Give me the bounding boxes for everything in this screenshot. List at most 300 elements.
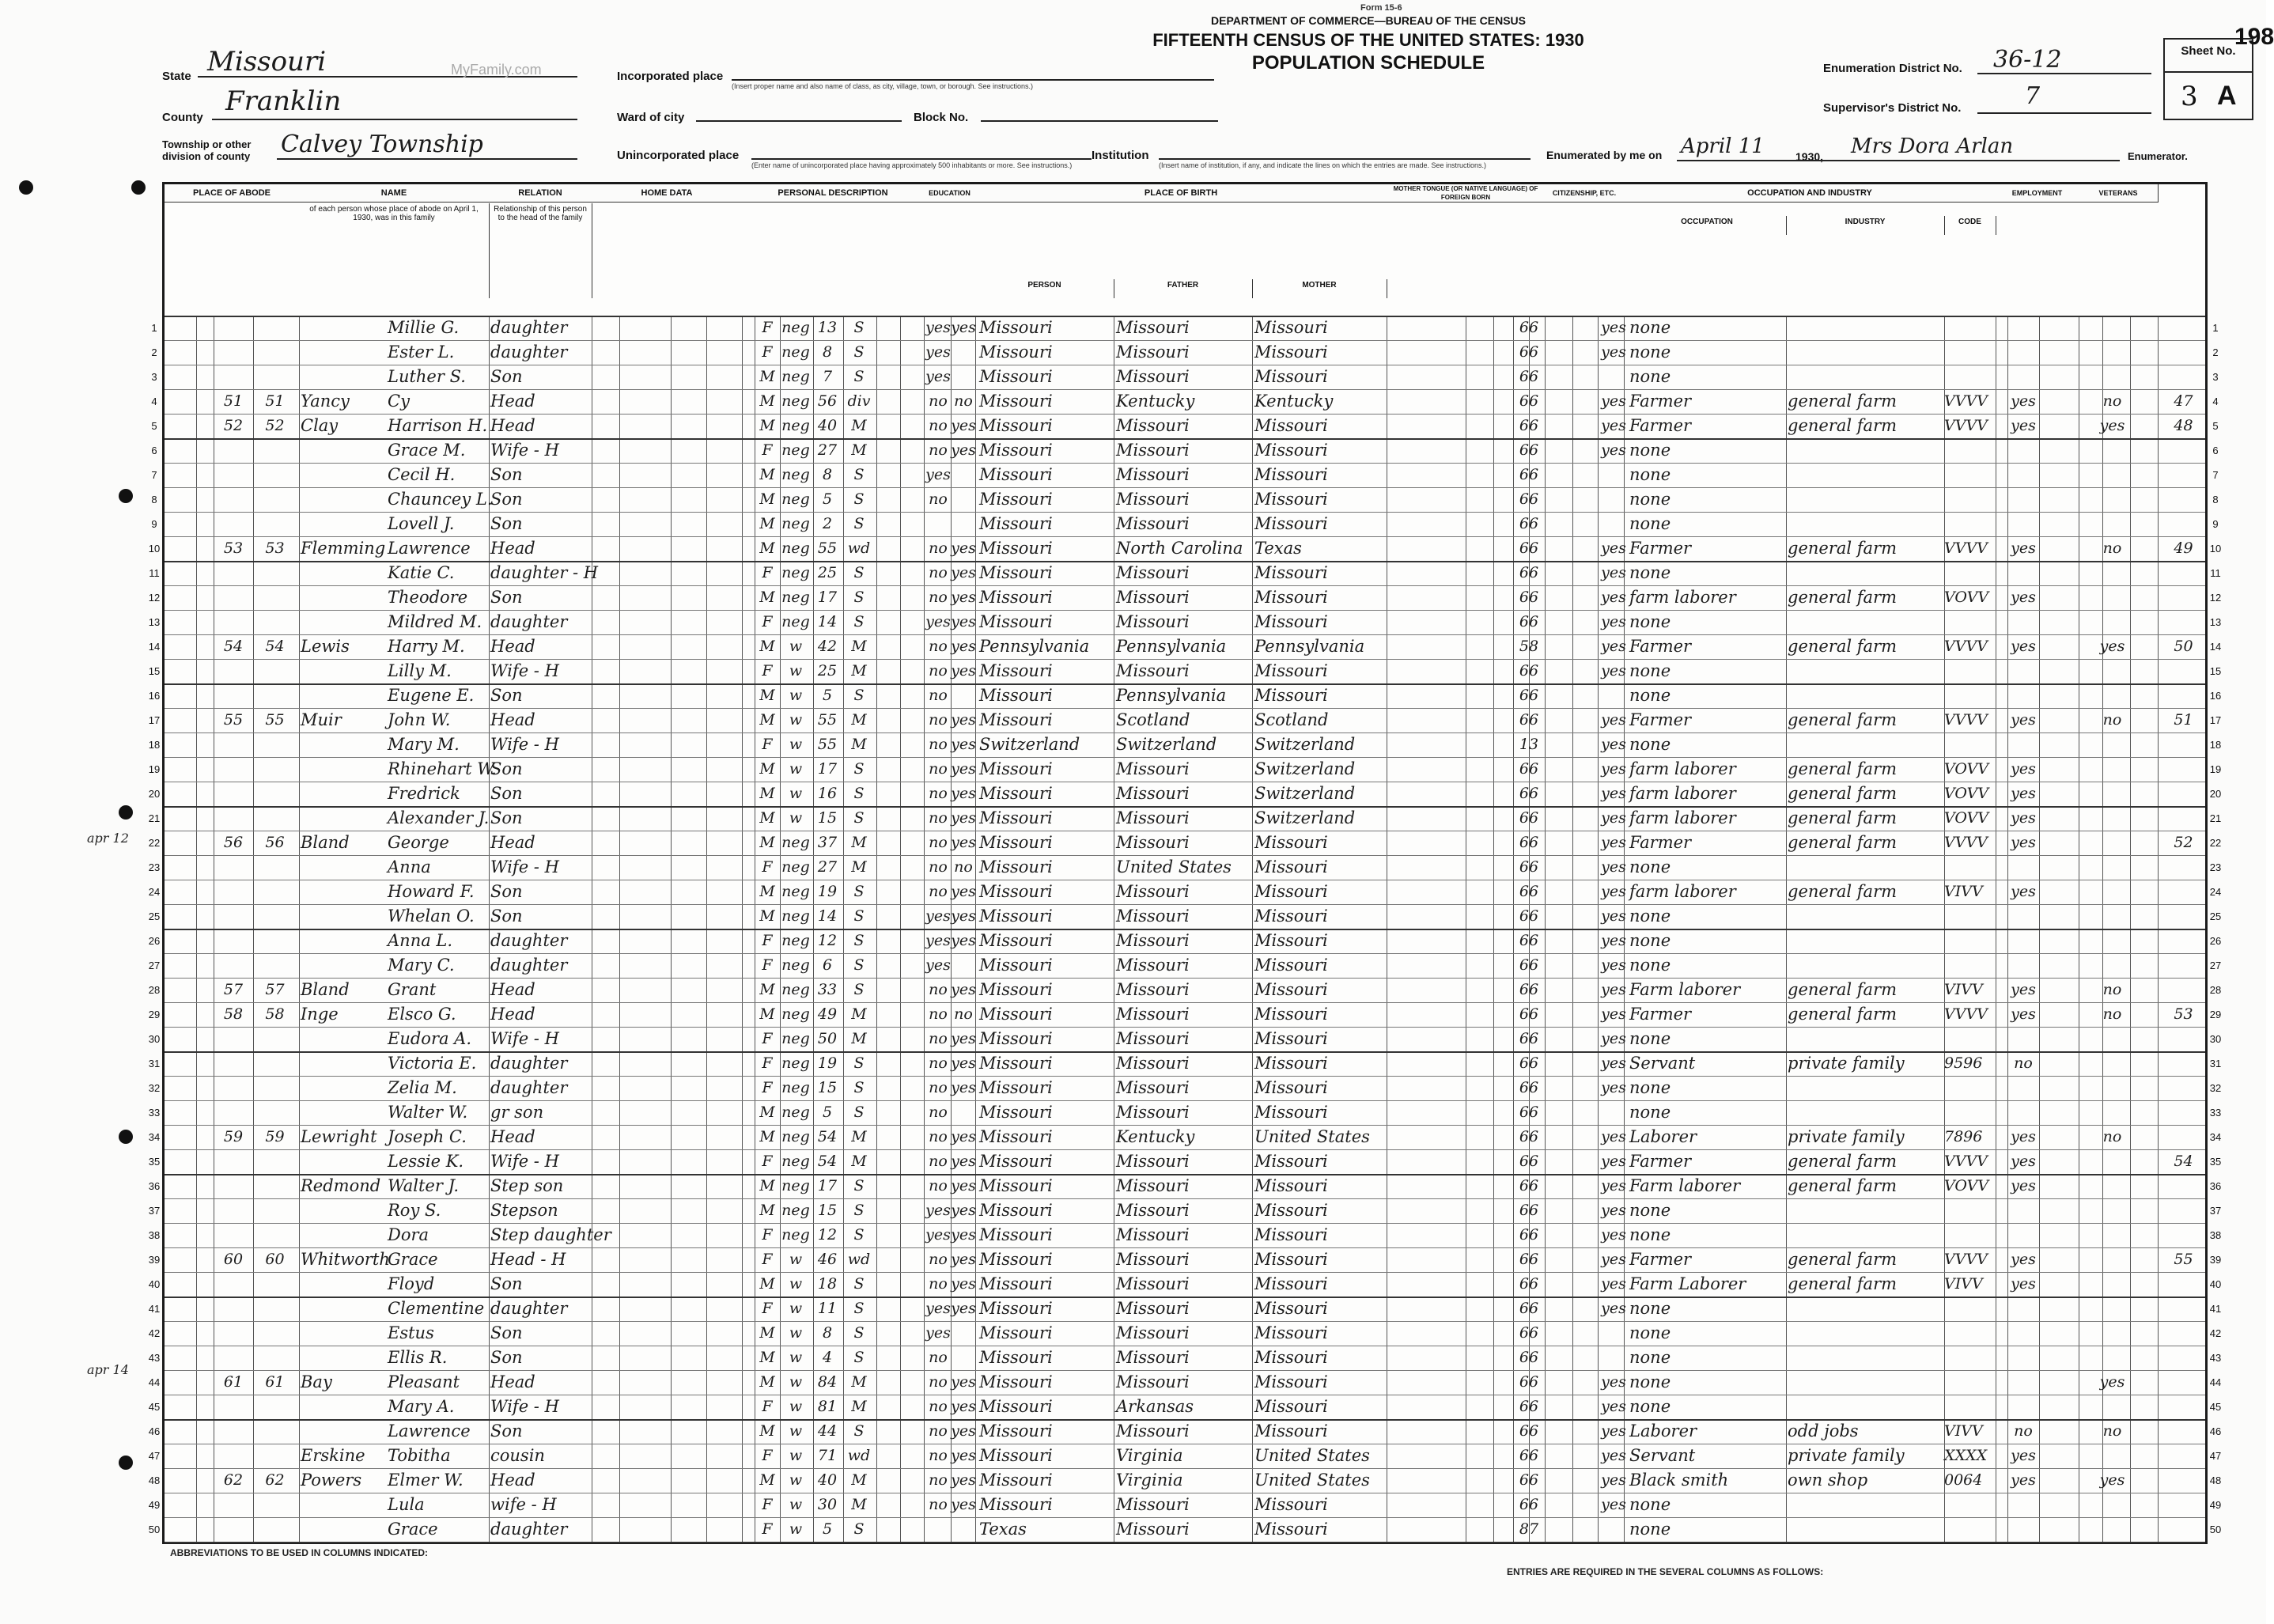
cell-race: w (789, 1251, 803, 1268)
cell-en: yes (1601, 638, 1626, 655)
table-row (165, 1247, 2205, 1272)
cell-ind: private family (1788, 1446, 1905, 1465)
cell-en: yes (1601, 1153, 1626, 1170)
enumerator-line (1677, 160, 2120, 161)
cell-mb: Missouri (1254, 1225, 1328, 1244)
cell-code: 66 (1519, 687, 1539, 704)
cell-rel: Head (490, 710, 535, 729)
cell-age: 5 (822, 1520, 833, 1538)
cell-en: yes (1601, 1005, 1626, 1023)
cell-occ: Farmer (1629, 1250, 1692, 1269)
cell-race: w (789, 1520, 803, 1538)
cell-code: 66 (1519, 956, 1539, 974)
cell-rel: Head (490, 416, 535, 435)
cell-fam: 62 (265, 1471, 285, 1489)
cell-mb: Missouri (1254, 490, 1328, 509)
cell-race: w (789, 736, 803, 753)
cell-code: 66 (1519, 1202, 1539, 1219)
margin-date: apr 14 (87, 1362, 129, 1377)
cell-occ: Black smith (1629, 1471, 1729, 1490)
cell-farm: 53 (2174, 1005, 2193, 1023)
cell-ind: general farm (1788, 808, 1898, 827)
cell-occ: Farmer (1629, 416, 1692, 435)
line-number-right: 21 (2209, 812, 2222, 824)
cell-vet: no (2102, 711, 2122, 729)
table-row (165, 659, 2205, 683)
cell-mar: S (853, 466, 865, 483)
cell-emp: yes (2011, 1251, 2036, 1268)
cell-code: 58 (1519, 638, 1539, 655)
table-row (165, 1027, 2205, 1051)
cell-pb: Missouri (979, 833, 1053, 852)
line-number-left: 42 (148, 1327, 161, 1339)
line-number-right: 24 (2209, 886, 2222, 898)
cell-rel: Head (490, 392, 535, 411)
line-number-left: 10 (148, 543, 161, 555)
line-number-right: 36 (2209, 1180, 2222, 1192)
table-row (165, 1395, 2205, 1419)
cell-fb: Missouri (1116, 833, 1190, 852)
cell-mar: S (853, 1324, 865, 1342)
cell-mar: S (853, 785, 865, 802)
cell-sex: F (762, 1398, 773, 1415)
cell-sch: no (929, 564, 948, 581)
cell-rel: daughter (490, 1520, 568, 1539)
cell-fb: Scotland (1116, 710, 1190, 729)
state-label: State (162, 70, 191, 83)
cell-code: 66 (1519, 785, 1539, 802)
cell-code: 66 (1519, 1373, 1539, 1391)
line-number-left: 13 (148, 616, 161, 628)
cell-pb: Missouri (979, 759, 1053, 778)
cell-race: neg (781, 883, 810, 900)
cell-race: neg (781, 343, 810, 361)
table-row (165, 512, 2205, 536)
cell-age: 5 (822, 490, 833, 508)
cell-code: 66 (1519, 711, 1539, 729)
cell-rel: Head (490, 637, 535, 656)
cell-race: neg (781, 907, 810, 925)
cell-occ: Farm Laborer (1629, 1274, 1746, 1293)
cell-given: Ellis R. (388, 1348, 448, 1367)
cell-sch: no (929, 1422, 948, 1440)
cell-age: 55 (817, 736, 838, 753)
cell-rd: yes (951, 834, 976, 851)
township-value: Calvey Township (281, 131, 483, 158)
cell-mb: Switzerland (1254, 735, 1356, 754)
line-number-right: 30 (2209, 1033, 2222, 1045)
cell-sex: F (762, 1153, 773, 1170)
cell-mar: M (851, 1496, 867, 1513)
cell-code: 13 (1519, 736, 1539, 753)
cell-fam: 59 (265, 1128, 285, 1145)
cell-sch: no (929, 858, 948, 876)
table-row (165, 953, 2205, 978)
person-col-head (975, 279, 1114, 298)
cell-occ: none (1629, 1397, 1671, 1416)
cell-dw: 58 (223, 1005, 244, 1023)
cell-ocode: 9596 (1944, 1054, 1983, 1072)
cell-race: w (789, 662, 803, 680)
cell-given: Floyd (388, 1274, 435, 1293)
cell-rd: yes (951, 981, 976, 998)
cell-emp: yes (2011, 1177, 2036, 1194)
cell-race: w (789, 638, 803, 655)
cell-rel: Son (490, 490, 523, 509)
cell-sch: yes (925, 932, 951, 949)
cell-mb: Missouri (1254, 1250, 1328, 1269)
cell-code: 66 (1519, 1300, 1539, 1317)
cell-vet: yes (2099, 638, 2125, 655)
cell-sex: M (759, 417, 775, 434)
cell-mb: Missouri (1254, 1054, 1328, 1073)
cell-rel: daughter (490, 931, 568, 950)
cell-fb: Missouri (1116, 1005, 1190, 1024)
line-number-left: 40 (148, 1278, 161, 1290)
cell-given: Anna L. (388, 931, 453, 950)
cell-sch: yes (925, 343, 951, 361)
cell-rd: yes (951, 1030, 976, 1047)
table-row (165, 1321, 2205, 1346)
cell-code: 66 (1519, 1054, 1539, 1072)
cell-rd: yes (951, 1177, 976, 1194)
cell-emp: no (2014, 1054, 2033, 1072)
cell-ind: general farm (1788, 710, 1898, 729)
cell-sex: F (762, 956, 773, 974)
line-number-left: 27 (148, 960, 161, 971)
table-row (165, 880, 2205, 904)
cell-mar: S (853, 368, 865, 385)
cell-mb: Switzerland (1254, 808, 1356, 827)
cell-occ: Farmer (1629, 833, 1692, 852)
cell-fb: Virginia (1116, 1471, 1183, 1490)
cell-sex: M (759, 809, 775, 827)
cell-fb: Pennsylvania (1116, 686, 1227, 705)
cell-mar: S (853, 956, 865, 974)
cell-fb: North Carolina (1116, 539, 1243, 558)
cell-fam: 57 (265, 981, 285, 998)
cell-occ: Farmer (1629, 710, 1692, 729)
cell-dw: 55 (223, 711, 244, 729)
table-row (165, 855, 2205, 880)
line-number-left: 5 (151, 420, 157, 432)
cell-fb: Missouri (1116, 1372, 1190, 1391)
cell-given: George (388, 833, 449, 852)
cell-given: Lawrence (388, 1421, 471, 1440)
cell-occ: none (1629, 931, 1671, 950)
line-number-left: 11 (149, 567, 160, 579)
cell-sex: M (759, 1177, 775, 1194)
cell-mar: M (851, 834, 867, 851)
cell-rel: Head (490, 1005, 535, 1024)
cell-occ: none (1629, 563, 1671, 582)
cell-race: neg (781, 613, 810, 630)
line-number-left: 23 (148, 861, 161, 873)
line-number-right: 27 (2209, 960, 2222, 971)
cell-sex: F (762, 858, 773, 876)
cell-fb: Missouri (1116, 612, 1190, 631)
cell-mar: S (853, 613, 865, 630)
cell-occ: farm laborer (1629, 759, 1736, 778)
cell-code: 66 (1519, 343, 1539, 361)
cell-race: neg (781, 1177, 810, 1194)
supervisor-value: 7 (2025, 82, 2041, 110)
cell-rel: daughter (490, 1078, 568, 1097)
cell-ind: general farm (1788, 416, 1898, 435)
cell-fb: Missouri (1116, 1421, 1190, 1440)
cell-mar: wd (847, 1251, 871, 1268)
cell-en: yes (1601, 858, 1626, 876)
table-row (165, 782, 2205, 806)
state-value: Missouri (207, 46, 327, 78)
cell-pb: Missouri (979, 539, 1053, 558)
cell-rd: yes (951, 1128, 976, 1145)
cell-en: yes (1601, 441, 1626, 459)
cell-rel: Head (490, 1471, 535, 1490)
supervisor-line (1977, 112, 2151, 114)
cell-mb: Missouri (1254, 931, 1328, 950)
cell-given: Joseph C. (388, 1127, 467, 1146)
line-number-left: 48 (148, 1474, 161, 1486)
line-number-right: 31 (2209, 1058, 2222, 1069)
line-number-left: 16 (148, 690, 161, 702)
cell-vet: yes (2099, 417, 2125, 434)
cell-occ: Farmer (1629, 1152, 1692, 1171)
table-row (165, 1468, 2205, 1493)
cell-en: yes (1601, 809, 1626, 827)
cell-sex: F (762, 736, 773, 753)
cell-en: yes (1601, 1251, 1626, 1268)
cell-vet: no (2102, 1422, 2122, 1440)
cell-rel: daughter (490, 1054, 568, 1073)
table-row (165, 683, 2205, 708)
cell-en: yes (1601, 1373, 1626, 1391)
cell-pb: Missouri (979, 857, 1053, 876)
census-table (162, 182, 2208, 1544)
line-number-left: 34 (148, 1131, 161, 1143)
cell-rel: Son (490, 808, 523, 827)
cell-sex: F (762, 932, 773, 949)
table-row (165, 365, 2205, 389)
cell-surname: Redmond (301, 1176, 381, 1195)
cell-emp: yes (2011, 785, 2036, 802)
cell-mb: Missouri (1254, 857, 1328, 876)
cell-mar: S (853, 981, 865, 998)
cell-race: neg (781, 956, 810, 974)
cell-sex: M (759, 907, 775, 925)
cell-code: 66 (1519, 539, 1539, 557)
ward-line (696, 120, 902, 122)
person-col-label: PERSON (1027, 281, 1061, 290)
enumerator-label: Enumerator. (2128, 150, 2188, 162)
cell-emp: yes (2011, 638, 2036, 655)
cell-occ: Laborer (1629, 1421, 1697, 1440)
cell-pb: Missouri (979, 318, 1053, 337)
cell-age: 81 (817, 1398, 838, 1415)
father-col-head (1114, 279, 1253, 298)
cell-en: yes (1601, 319, 1626, 336)
table-row (165, 1370, 2205, 1395)
cell-given: Mary C. (388, 956, 455, 975)
cell-mb: Missouri (1254, 318, 1328, 337)
cell-rd: yes (951, 1153, 976, 1170)
cell-sex: F (762, 564, 773, 581)
cell-rel: Wife - H (490, 1152, 559, 1171)
group-citizenship: CITIZENSHIP, ETC. (1545, 184, 1625, 203)
cell-ind: private family (1788, 1127, 1905, 1146)
line-number-left: 6 (151, 445, 157, 456)
cell-mar: M (851, 441, 867, 459)
line-number-left: 43 (148, 1352, 161, 1364)
cell-code: 66 (1519, 1177, 1539, 1194)
line-number-left: 20 (148, 788, 161, 800)
cell-en: yes (1601, 1226, 1626, 1244)
cell-ocode: VVVV (1944, 539, 1988, 557)
cell-mb: Missouri (1254, 1421, 1328, 1440)
cell-rel: Wife - H (490, 735, 559, 754)
cell-sch: yes (925, 319, 951, 336)
table-row (165, 561, 2205, 585)
group-personal: PERSONAL DESCRIPTION (742, 184, 925, 203)
cell-mb: Missouri (1254, 1348, 1328, 1367)
line-number-left: 22 (148, 837, 161, 849)
cell-mb: United States (1254, 1127, 1370, 1146)
cell-surname: Lewis (301, 637, 350, 656)
cell-rd: yes (951, 1447, 976, 1464)
cell-occ: none (1629, 343, 1671, 362)
line-number-left: 18 (148, 739, 161, 751)
cell-given: Katie C. (388, 563, 455, 582)
cell-mar: S (853, 1422, 865, 1440)
cell-en: yes (1601, 760, 1626, 778)
table-row (165, 831, 2205, 855)
cell-mar: M (851, 1153, 867, 1170)
cell-fam: 55 (265, 711, 285, 729)
cell-given: Cy (388, 392, 410, 411)
cell-occ: Farmer (1629, 637, 1692, 656)
form-footer (162, 1543, 2203, 1618)
cell-dw: 52 (223, 417, 244, 434)
cell-given: Clementine (388, 1299, 485, 1318)
cell-mb: Missouri (1254, 1299, 1328, 1318)
cell-sex: F (762, 1496, 773, 1513)
cell-en: yes (1601, 1079, 1626, 1096)
line-number-left: 12 (148, 592, 161, 604)
cell-mb: Missouri (1254, 1152, 1328, 1171)
cell-given: Mary A. (388, 1397, 455, 1416)
cell-sex: F (762, 1447, 773, 1464)
cell-code: 66 (1519, 1030, 1539, 1047)
cell-fb: Missouri (1116, 808, 1190, 827)
cell-age: 46 (817, 1251, 838, 1268)
cell-given: Grace M. (388, 441, 466, 460)
line-number-right: 33 (2209, 1107, 2222, 1119)
cell-fb: Missouri (1116, 1225, 1190, 1244)
cell-given: Dora (388, 1225, 429, 1244)
cell-given: Walter W. (388, 1103, 468, 1122)
cell-sex: M (759, 1128, 775, 1145)
cell-emp: yes (2011, 1005, 2036, 1023)
cell-code: 66 (1519, 613, 1539, 630)
cell-sex: M (759, 1324, 775, 1342)
cell-sex: F (762, 1300, 773, 1317)
cell-sex: M (759, 490, 775, 508)
cell-fb: Missouri (1116, 759, 1190, 778)
cell-rd: yes (951, 638, 976, 655)
cell-sex: M (759, 392, 775, 410)
cell-sex: M (759, 589, 775, 606)
line-number-right: 20 (2209, 788, 2222, 800)
cell-emp: yes (2011, 981, 2036, 998)
enum-district-line (1977, 73, 2151, 74)
cell-pb: Missouri (979, 686, 1053, 705)
cell-rd: yes (951, 1422, 976, 1440)
line-number-left: 39 (148, 1254, 161, 1266)
block-label: Block No. (914, 111, 969, 124)
cell-emp: yes (2011, 392, 2036, 410)
cell-rel: Wife - H (490, 857, 559, 876)
cell-given: Tobitha (388, 1446, 451, 1465)
cell-ocode: VOVV (1944, 760, 1989, 778)
line-number-right: 40 (2209, 1278, 2222, 1290)
cell-code: 66 (1519, 564, 1539, 581)
cell-surname: Bland (301, 980, 350, 999)
cell-mar: S (853, 1177, 865, 1194)
line-number-right: 28 (2209, 984, 2222, 996)
cell-sch: no (929, 1177, 948, 1194)
cell-given: Walter J. (388, 1176, 460, 1195)
cell-ind: general farm (1788, 1152, 1898, 1171)
cell-sex: M (759, 368, 775, 385)
cell-code: 66 (1519, 441, 1539, 459)
cell-vet: no (2102, 392, 2122, 410)
cell-given: Lovell J. (388, 514, 455, 533)
cell-mar: M (851, 1398, 867, 1415)
cell-pb: Missouri (979, 1176, 1053, 1195)
cell-race: neg (781, 539, 810, 557)
cell-rel: Wife - H (490, 1029, 559, 1048)
cell-occ: none (1629, 1348, 1671, 1367)
cell-pb: Missouri (979, 465, 1053, 484)
cell-occ: Farm laborer (1629, 1176, 1741, 1195)
cell-ocode: VOVV (1944, 785, 1989, 802)
cell-en: yes (1601, 343, 1626, 361)
cell-rel: Son (490, 907, 523, 926)
line-number-left: 49 (148, 1499, 161, 1511)
table-row (165, 757, 2205, 782)
cell-ocode: VVVV (1944, 392, 1988, 410)
group-education: EDUCATION (924, 184, 976, 203)
cell-mar: M (851, 1471, 867, 1489)
cell-pb: Missouri (979, 1054, 1053, 1073)
cell-sch: no (929, 1471, 948, 1489)
line-number-right: 35 (2209, 1156, 2222, 1168)
table-row (165, 708, 2205, 733)
cell-rd: yes (951, 1251, 976, 1268)
cell-occ: Farmer (1629, 1005, 1692, 1024)
cell-rd: no (954, 1005, 973, 1023)
cell-sch: no (929, 711, 948, 729)
cell-given: Alexander J. (388, 808, 490, 827)
cell-sch: no (929, 1030, 948, 1047)
cell-ocode: VVVV (1944, 417, 1988, 434)
line-number-left: 25 (148, 910, 161, 922)
cell-rel: wife - H (490, 1495, 557, 1514)
industry-col-head (1786, 216, 1945, 235)
cell-race: w (789, 1496, 803, 1513)
cell-race: neg (781, 490, 810, 508)
cell-mar: wd (847, 1447, 871, 1464)
